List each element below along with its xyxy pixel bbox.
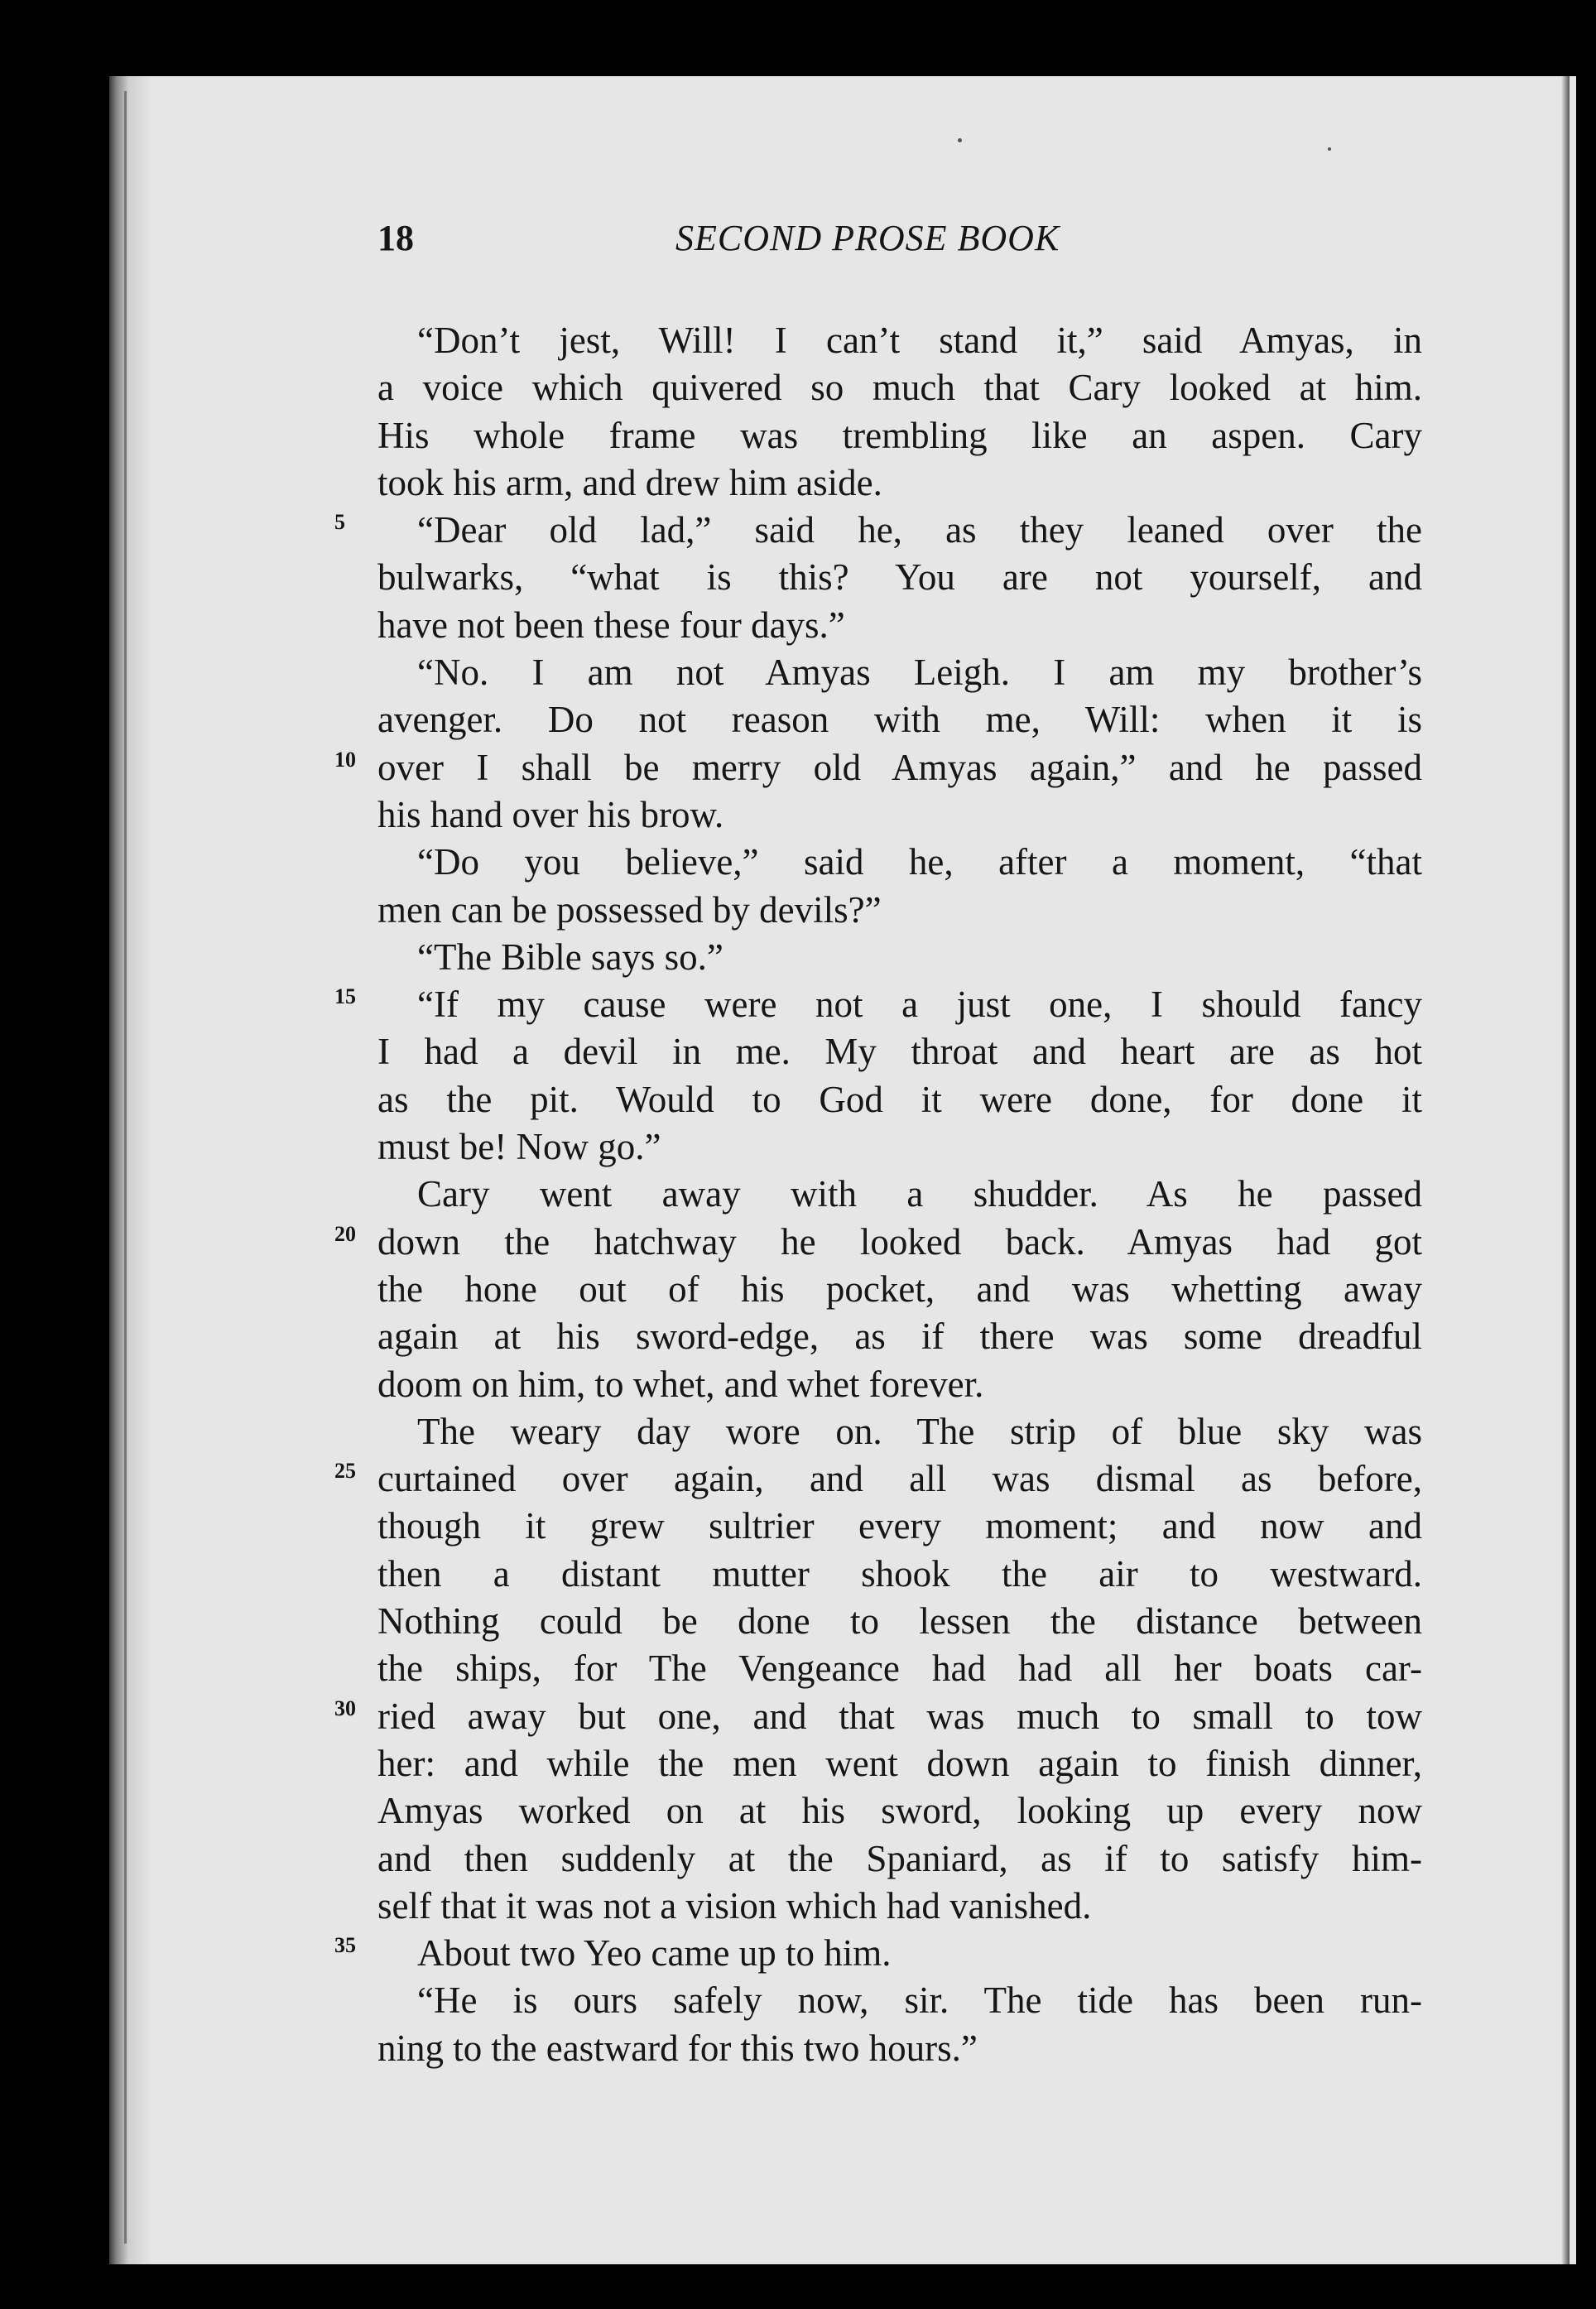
text-line xyxy=(377,1835,1422,1883)
text-line-content: again at his sword-edge, as if there was some dreadful xyxy=(377,1316,1422,1358)
text-line xyxy=(334,981,1422,1028)
text-line-content: over I shall be merry old Amyas again,” and he passed xyxy=(377,746,1422,788)
text-line-content: avenger. Do not reason with me, Will: when it is xyxy=(377,699,1422,741)
text-line xyxy=(377,1408,1422,1455)
text-line-content: the ships, for The Vengeance had had all her boats car- xyxy=(377,1648,1422,1690)
text-line-content: bulwarks, “what is this? You are not yourself, and xyxy=(377,556,1422,599)
text-line xyxy=(377,1028,1422,1075)
text-line-content: and then suddenly at the Spaniard, as if to satisfy him- xyxy=(377,1837,1422,1879)
text-line-content: though it grew sultrier every moment; and now and xyxy=(377,1505,1422,1547)
dust-speck xyxy=(1328,147,1331,151)
text-line-content: ning to the eastward for this two hours.” xyxy=(377,2027,978,2069)
text-line-content: the hone out of his pocket, and was whetting away xyxy=(377,1268,1422,1310)
text-line xyxy=(377,1171,1422,1218)
text-line-content: Cary went away with a shudder. As he passed xyxy=(417,1173,1422,1215)
text-line xyxy=(377,887,1422,934)
text-line-content: his hand over his brow. xyxy=(377,793,724,835)
text-line xyxy=(377,1076,1422,1123)
text-line-content: took his arm, and drew him aside. xyxy=(377,461,882,503)
text-line xyxy=(377,1645,1422,1692)
text-line-content: self that it was not a vision which had vanished. xyxy=(377,1884,1092,1927)
text-line-content: Amyas worked on at his sword, looking up every now xyxy=(377,1790,1422,1832)
page-header xyxy=(377,217,1421,275)
text-line-content: her: and while the men went down again to finish dinner, xyxy=(377,1742,1422,1784)
text-line xyxy=(377,1551,1422,1598)
line-number: 25 xyxy=(334,1459,356,1484)
text-line xyxy=(377,459,1422,507)
page-spine-shadow xyxy=(109,76,152,2264)
text-line xyxy=(377,1977,1422,2024)
text-line-content: then a distant mutter shook the air to westward. xyxy=(377,1552,1422,1595)
text-line xyxy=(377,602,1422,649)
text-line-content: The weary day wore on. The strip of blue sky was xyxy=(417,1410,1422,1452)
text-line xyxy=(334,1219,1422,1266)
text-line-content: “Dear old lad,” said he, as they leaned over the xyxy=(417,509,1422,551)
text-line xyxy=(377,1313,1422,1360)
running-title: SECOND PROSE BOOK xyxy=(675,218,1060,258)
body-text xyxy=(334,317,1422,2072)
text-line-content: ried away but one, and that was much to small to tow xyxy=(377,1695,1422,1737)
text-line-content: “He is ours safely now, sir. The tide has been run- xyxy=(417,1979,1422,2022)
text-line xyxy=(377,1787,1422,1835)
text-line xyxy=(377,1361,1422,1408)
text-line-content: I had a devil in me. My throat and heart are as hot xyxy=(377,1031,1422,1073)
line-number: 5 xyxy=(334,510,345,535)
text-line xyxy=(377,364,1422,411)
text-line-content: “Do you believe,” said he, after a moment, “that xyxy=(417,841,1422,883)
text-line xyxy=(377,839,1422,886)
text-line-content: “If my cause were not a just one, I should fancy xyxy=(417,984,1422,1026)
text-line xyxy=(377,1503,1422,1550)
text-line xyxy=(377,2025,1422,2072)
line-number: 10 xyxy=(334,747,356,772)
text-line-content: “The Bible says so.” xyxy=(417,936,723,978)
text-line xyxy=(377,1883,1422,1930)
text-line-content: Nothing could be done to lessen the distance between xyxy=(377,1600,1422,1643)
line-number: 30 xyxy=(334,1696,356,1720)
text-line xyxy=(377,649,1422,696)
text-line-content: His whole frame was trembling like an aspen. Cary xyxy=(377,414,1422,456)
text-line xyxy=(334,744,1422,791)
page-right-edge xyxy=(1561,76,1570,2264)
text-line xyxy=(377,696,1422,743)
text-line-content: must be! Now go.” xyxy=(377,1126,661,1168)
text-line xyxy=(377,1598,1422,1645)
line-number: 35 xyxy=(334,1933,356,1958)
text-line-content: a voice which quivered so much that Cary looked at him. xyxy=(377,367,1422,409)
binding-edge xyxy=(124,91,127,2244)
text-line-content: curtained over again, and all was dismal as before, xyxy=(377,1458,1422,1500)
text-line-content: have not been these four days.” xyxy=(377,604,845,646)
text-line xyxy=(377,934,1422,981)
text-line-content: as the pit. Would to God it were done, for done it xyxy=(377,1078,1422,1120)
line-number: 20 xyxy=(334,1221,356,1246)
text-line xyxy=(377,317,1422,364)
text-line xyxy=(334,1930,1422,1977)
text-line-content: doom on him, to whet, and whet forever. xyxy=(377,1363,984,1405)
text-line xyxy=(334,507,1422,554)
text-line-content: “No. I am not Amyas Leigh. I am my brother’s xyxy=(417,652,1422,694)
text-line xyxy=(377,412,1422,459)
text-line xyxy=(377,554,1422,601)
text-line-content: down the hatchway he looked back. Amyas had got xyxy=(377,1220,1422,1263)
text-line-content: About two Yeo came up to him. xyxy=(417,1932,892,1975)
text-line-content: “Don’t jest, Will! I can’t stand it,” said Amyas, in xyxy=(417,320,1422,361)
text-line xyxy=(334,1693,1422,1740)
text-line-content: men can be possessed by devils?” xyxy=(377,888,882,931)
text-line xyxy=(377,1266,1422,1313)
text-line xyxy=(377,1740,1422,1787)
page-number: 18 xyxy=(377,218,414,258)
line-number: 15 xyxy=(334,984,356,1009)
text-line xyxy=(377,791,1422,839)
text-line xyxy=(377,1123,1422,1171)
dust-speck xyxy=(958,138,962,142)
text-line xyxy=(334,1455,1422,1503)
